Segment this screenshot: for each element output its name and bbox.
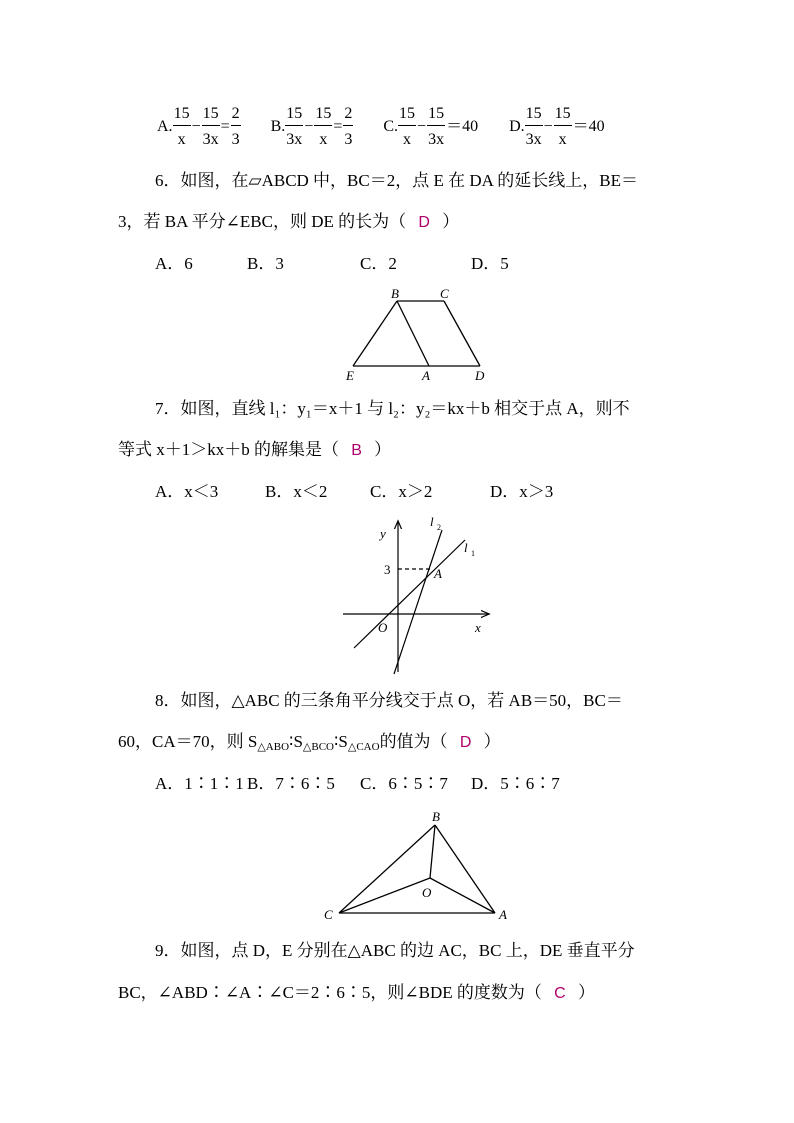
label-d: D [475, 368, 485, 383]
label-x: x [475, 620, 481, 635]
q7-option-d: D．x＞3 [490, 482, 554, 501]
q6-option-d: D．5 [471, 254, 509, 273]
q7-option-c: C．x＞2 [370, 482, 433, 501]
label-c: C [440, 286, 449, 301]
q8-line1: 8．如图，△ABC 的三条角平分线交于点 O，若 AB＝50，BC＝ [155, 691, 623, 710]
q7-line2: 等式 x＋1＞kx＋b 的解集是（ B ） [118, 440, 392, 459]
q6-option-a: A．6 [155, 254, 193, 273]
q5-option-d: D. $\frac{15}{3x}$ − $\frac{15}{x}$ ＝40 [509, 105, 605, 148]
q7-line1: 7．如图，直线 l₁：y₁＝x＋1 与 l₂：y₂＝kx＋b 相交于点 A，则不 [155, 399, 630, 418]
q8-option-b: B．7∶6∶5 [247, 774, 335, 793]
q8-option-a: A．1∶1∶1 [155, 774, 244, 793]
q6-answer: D [418, 214, 430, 231]
label-e: E [346, 368, 354, 383]
q9-line2: BC，∠ABD∶∠A∶∠C＝2∶6∶5，则∠BDE 的度数为（ C ） [118, 983, 595, 1002]
label-l1-sub: 1 [471, 549, 475, 558]
q6-line2: 3，若 BA 平分∠EBC，则 DE 的长为（ D ） [118, 212, 460, 231]
label-b: B [432, 809, 440, 824]
label-origin: O [378, 620, 388, 635]
q5-option-c: C. $\frac{15}{x}$ − $\frac{15}{3x}$ ＝40 [383, 105, 479, 148]
q7-option-b: B．x＜2 [265, 482, 328, 501]
q8-option-c: C．6∶5∶7 [360, 774, 448, 793]
q5-option-b: B. $\frac{15}{3x}$ − $\frac{15}{x}$ = $\frac{2}{3}$ [270, 105, 353, 148]
q9-line1: 9．如图，点 D，E 分别在△ABC 的边 AC，BC 上，DE 垂直平分 [155, 941, 635, 960]
q7-option-a: A．x＜3 [155, 482, 219, 501]
label-b: B [391, 286, 399, 301]
q6-option-b: B．3 [247, 254, 284, 273]
label-point-a: A [434, 566, 442, 581]
q8-line2: 60，CA＝70，则 $S_{\triangle ABO}∶S_{\triangle BCO}∶S_{\triangle CAO}$的值为（ D ） [118, 732, 501, 753]
q6-parallelogram-figure [340, 285, 500, 385]
label-y: y [380, 526, 386, 541]
label-l2: l [430, 514, 434, 529]
q8-answer: D [459, 734, 472, 751]
q7-answer: B [351, 442, 362, 459]
q8-option-d: D．5∶6∶7 [471, 774, 560, 793]
label-three: 3 [384, 562, 391, 577]
q9-answer: C [554, 985, 566, 1002]
q7-linear-graph-figure [338, 512, 498, 677]
label-l1: l [464, 540, 468, 555]
q6-line1: 6．如图，在▱ABCD 中，BC＝2，点 E 在 DA 的延长线上，BE＝ [155, 171, 638, 190]
q8-triangle-figure [318, 805, 518, 925]
label-o: O [422, 885, 432, 900]
q6-option-c: C．2 [360, 254, 397, 273]
label-a: A [499, 907, 507, 922]
label-a: A [422, 368, 430, 383]
label-c: C [324, 907, 333, 922]
label-l2-sub: 2 [437, 523, 441, 532]
line-l1 [354, 540, 465, 648]
q5-options [157, 106, 606, 148]
q5-option-a: A. $\frac{15}{x}$ − $\frac{15}{3x}$ = $\frac{2}{3}$ [157, 105, 240, 148]
